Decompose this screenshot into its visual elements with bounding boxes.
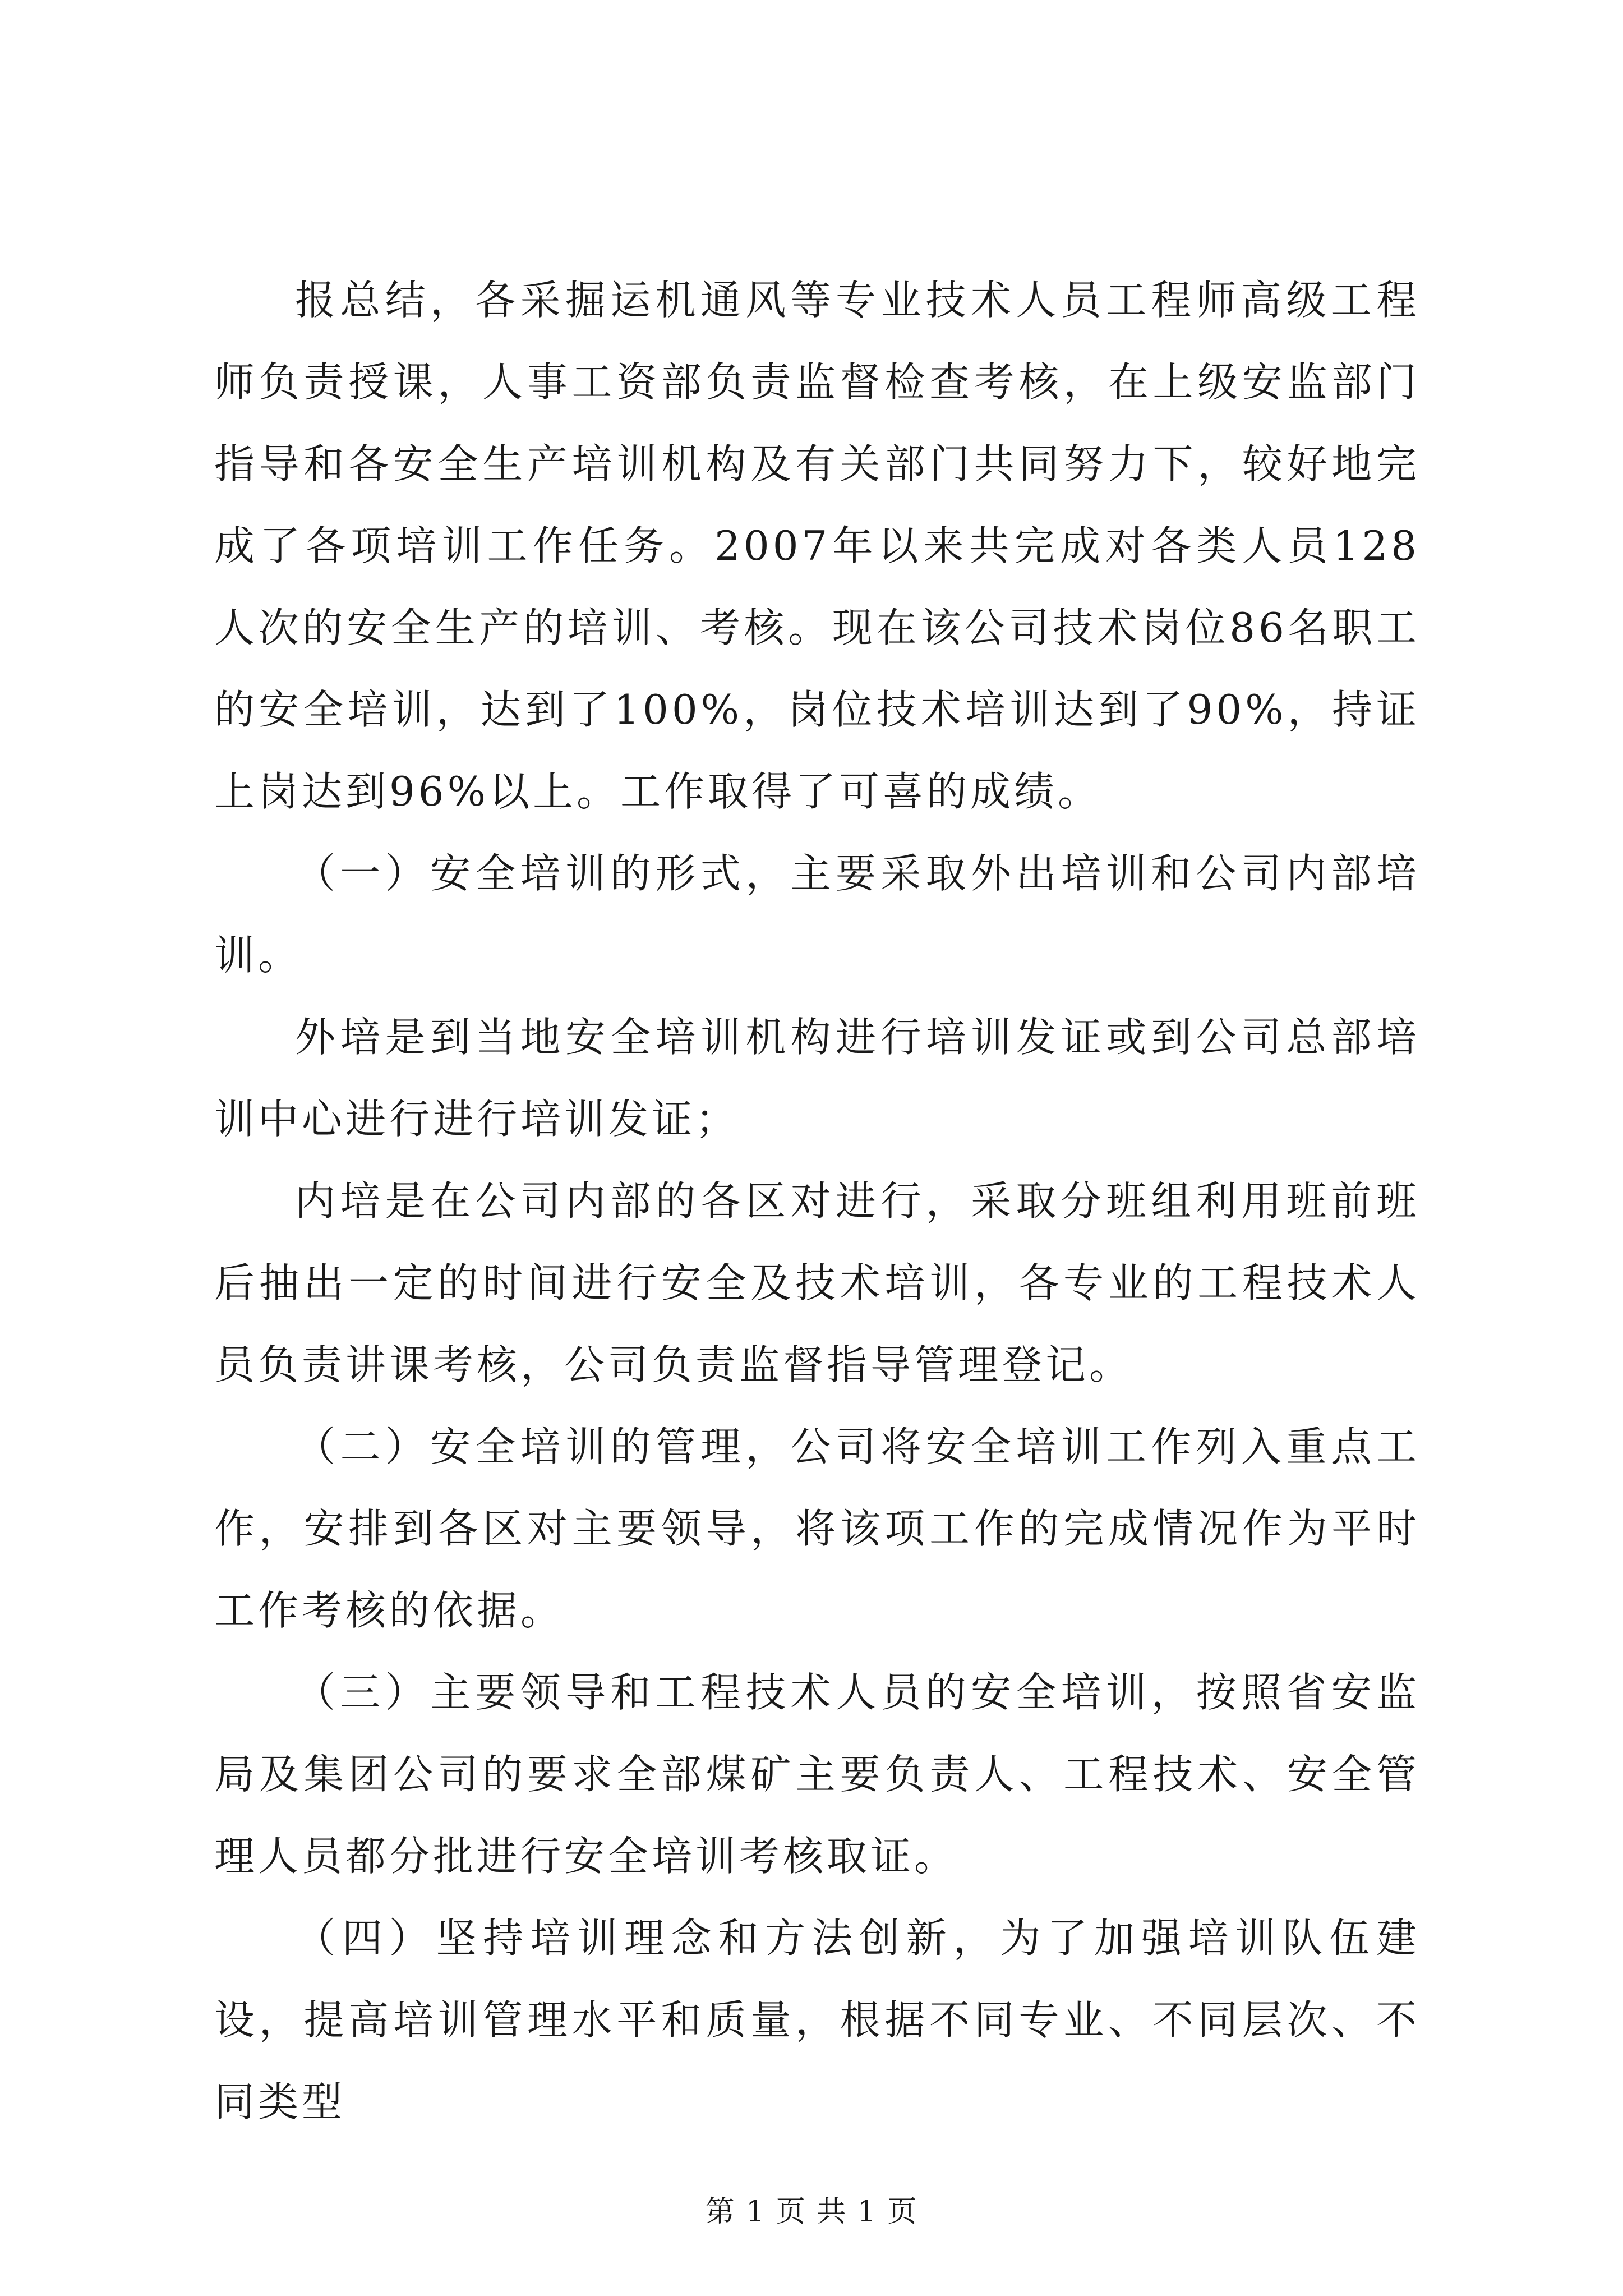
paragraph-internal-training: 内培是在公司内部的各区对进行，采取分班组利用班前班后抽出一定的时间进行安全及技术培训，各专业的工程技术人员负责讲课考核，公司负责监督指导管理登记。	[214, 1177, 1420, 1388]
page-footer: 第 1 页 共 1 页	[705, 2195, 918, 2229]
paragraph-training-innovation: （四）坚持培训理念和方法创新，为了加强培训队伍建设，提高培训管理水平和质量，根据不同专业、不同层次、不同类型	[214, 1915, 1420, 2125]
paragraph-leader-training: （三）主要领导和工程技术人员的安全培训，按照省安监局及集团公司的要求全部煤矿主要负责人、工程技术、安全管理人员都分批进行安全培训考核取证。	[214, 1669, 1420, 1880]
paragraph-external-training: 外培是到当地安全培训机构进行培训发证或到公司总部培训中心进行进行培训发证；	[214, 1014, 1420, 1143]
paragraph-training-management: （二）安全培训的管理，公司将安全培训工作列入重点工作，安排到各区对主要领导，将该项工作的完成情况作为平时工作考核的依据。	[214, 1423, 1420, 1634]
document-body	[214, 259, 1420, 2143]
paragraph-training-summary: 报总结，各采掘运机通风等专业技术人员工程师高级工程师负责授课，人事工资部负责监督检查考核，在上级安监部门指导和各安全生产培训机构及有关部门共同努力下，较好地完成了各项培训工作任务。2007年以来共完成对各类人员128人次的安全生产的培训、考核。现在该公司技术岗位86名职工的安全培训，达到了100%，岗位技术培训达到了90%，持证上岗达到96%以上。工作取得了可喜的成绩。	[214, 277, 1420, 815]
paragraph-training-form: （一）安全培训的形式，主要采取外出培训和公司内部培训。	[214, 850, 1420, 979]
